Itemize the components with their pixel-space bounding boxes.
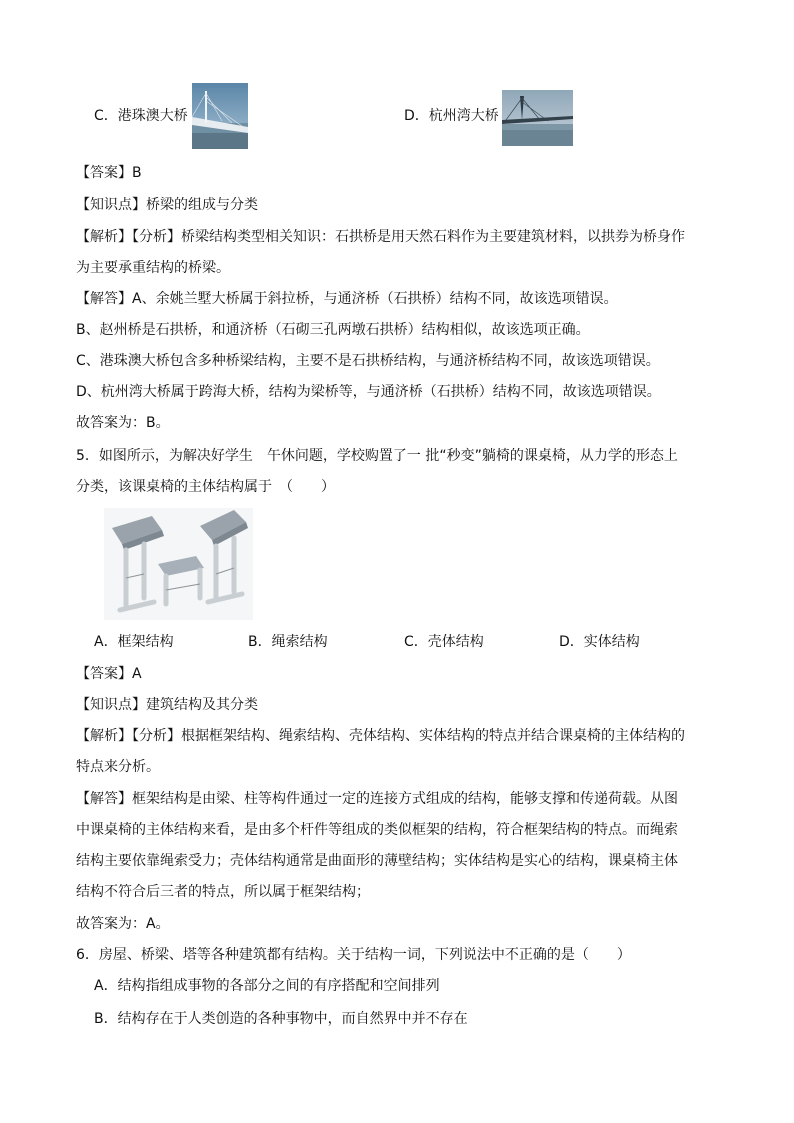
hangzhou-bay-bridge-photo	[502, 90, 573, 146]
q5-option-c: C．壳体结构	[404, 634, 484, 650]
q5-analysis-line-2: 特点来分析。	[76, 759, 160, 775]
option-c-label: C．港珠澳大桥	[94, 108, 188, 124]
q6-stem: 6．房屋、桥梁、塔等各种建筑都有结构。关于结构一词，下列说法中不正确的是（ ）	[76, 947, 631, 963]
q4-knowledge-point: 【知识点】桥梁的组成与分类	[76, 197, 258, 213]
q5-solution-line-4: 结构不符合后三者的特点，所以属于框架结构；	[76, 884, 370, 900]
q5-stem-line-1: 5．如图所示，为解决好学生 午休问题，学校购置了一 批“秒变”躺椅的课桌椅，从力学的形态上	[76, 448, 678, 464]
q4-solution-c: C、港珠澳大桥包含多种桥梁结构，主要不是石拱桥结构，与通济桥结构不同，故该选项错误。	[76, 353, 660, 369]
q5-analysis-line-1: 【解析】【分析】根据框架结构、绳索结构、壳体结构、实体结构的特点并结合课桌椅的主体结构的	[76, 728, 685, 744]
q5-stem-line-2: 分类，该课桌椅的主体结构属于 （ ）	[76, 479, 335, 495]
q5-solution-line-3: 结构主要依靠绳索受力；壳体结构通常是曲面形的薄壁结构；实体结构是实心的结构，课桌椅主体	[76, 853, 678, 869]
folding-desk-chair-photo	[104, 508, 253, 620]
q5-option-b: B．绳索结构	[248, 634, 328, 650]
q5-conclusion: 故答案为：A。	[76, 916, 170, 932]
q4-analysis-line-2: 为主要承重结构的桥梁。	[76, 260, 230, 276]
q4-solution-b: B、赵州桥是石拱桥，和通济桥（石砌三孔两墩石拱桥）结构相似，故该选项正确。	[76, 322, 590, 338]
q5-solution-line-2: 中课桌椅的主体结构来看，是由多个杆件等组成的类似框架的结构，符合框架结构的特点。而绳索	[76, 822, 678, 838]
q5-option-a: A．框架结构	[94, 634, 174, 650]
hong-kong-zhuhai-macau-bridge-photo	[192, 83, 248, 149]
option-d-label: D．杭州湾大桥	[404, 108, 499, 124]
q5-knowledge-point: 【知识点】建筑结构及其分类	[76, 697, 258, 713]
q4-conclusion: 故答案为：B。	[76, 415, 170, 431]
q5-solution-line-1: 【解答】框架结构是由梁、柱等构件通过一定的连接方式组成的结构，能够支撑和传递荷载。从图	[76, 791, 678, 807]
q4-analysis-line-1: 【解析】【分析】桥梁结构类型相关知识：石拱桥是用天然石料作为主要建筑材料，以拱券为桥身作	[76, 229, 685, 245]
q4-solution-a: 【解答】A、余姚兰墅大桥属于斜拉桥，与通济桥（石拱桥）结构不同，故该选项错误。	[76, 291, 618, 307]
q5-answer: 【答案】A	[76, 666, 142, 682]
q4-answer: 【答案】B	[76, 165, 142, 181]
q6-option-b: B．结构存在于人类创造的各种事物中，而自然界中并不存在	[94, 1011, 468, 1027]
q5-option-d: D．实体结构	[559, 634, 640, 650]
q4-solution-d: D、杭州湾大桥属于跨海大桥，结构为梁桥等，与通济桥（石拱桥）结构不同，故该选项错误。	[76, 384, 661, 400]
q6-option-a: A．结构指组成事物的各部分之间的有序搭配和空间排列	[94, 978, 440, 994]
